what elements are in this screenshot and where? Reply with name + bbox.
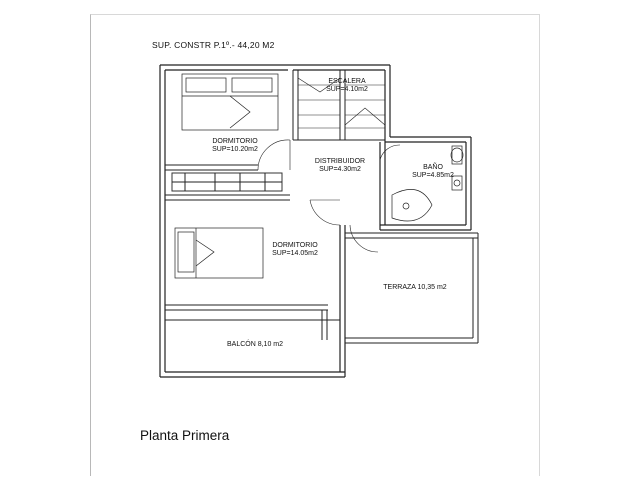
plan-caption: Planta Primera — [140, 428, 230, 443]
bed-icon-2 — [175, 228, 263, 278]
door-swings — [258, 140, 400, 252]
constructed-area-summary: SUP. CONSTR P.1º.- 44,20 M2 — [152, 40, 275, 50]
room-label-escalera: ESCALERA SUP=4.10m2 — [326, 78, 368, 93]
toilet-icon — [451, 146, 463, 164]
bathtub-icon — [392, 189, 432, 221]
room-label-terraza: TERRAZA 10,35 m2 — [383, 284, 447, 291]
interior-walls — [165, 70, 385, 310]
exterior-walls — [160, 65, 471, 377]
room-label-balcon: BALCÓN 8,10 m2 — [226, 341, 284, 348]
room-label-bano: BAÑO SUP=4.85m2 — [412, 164, 454, 179]
room-label-distribuidor: DISTRIBUIDOR SUP=4.30m2 — [314, 158, 366, 173]
room-label-dormitorio-2: DORMITORIO SUP=14.05m2 — [272, 242, 318, 257]
bed-icon — [182, 74, 278, 130]
room-label-dormitorio-1: DORMITORIO SUP=10.20m2 — [212, 138, 258, 153]
balcony-outline — [165, 310, 340, 340]
